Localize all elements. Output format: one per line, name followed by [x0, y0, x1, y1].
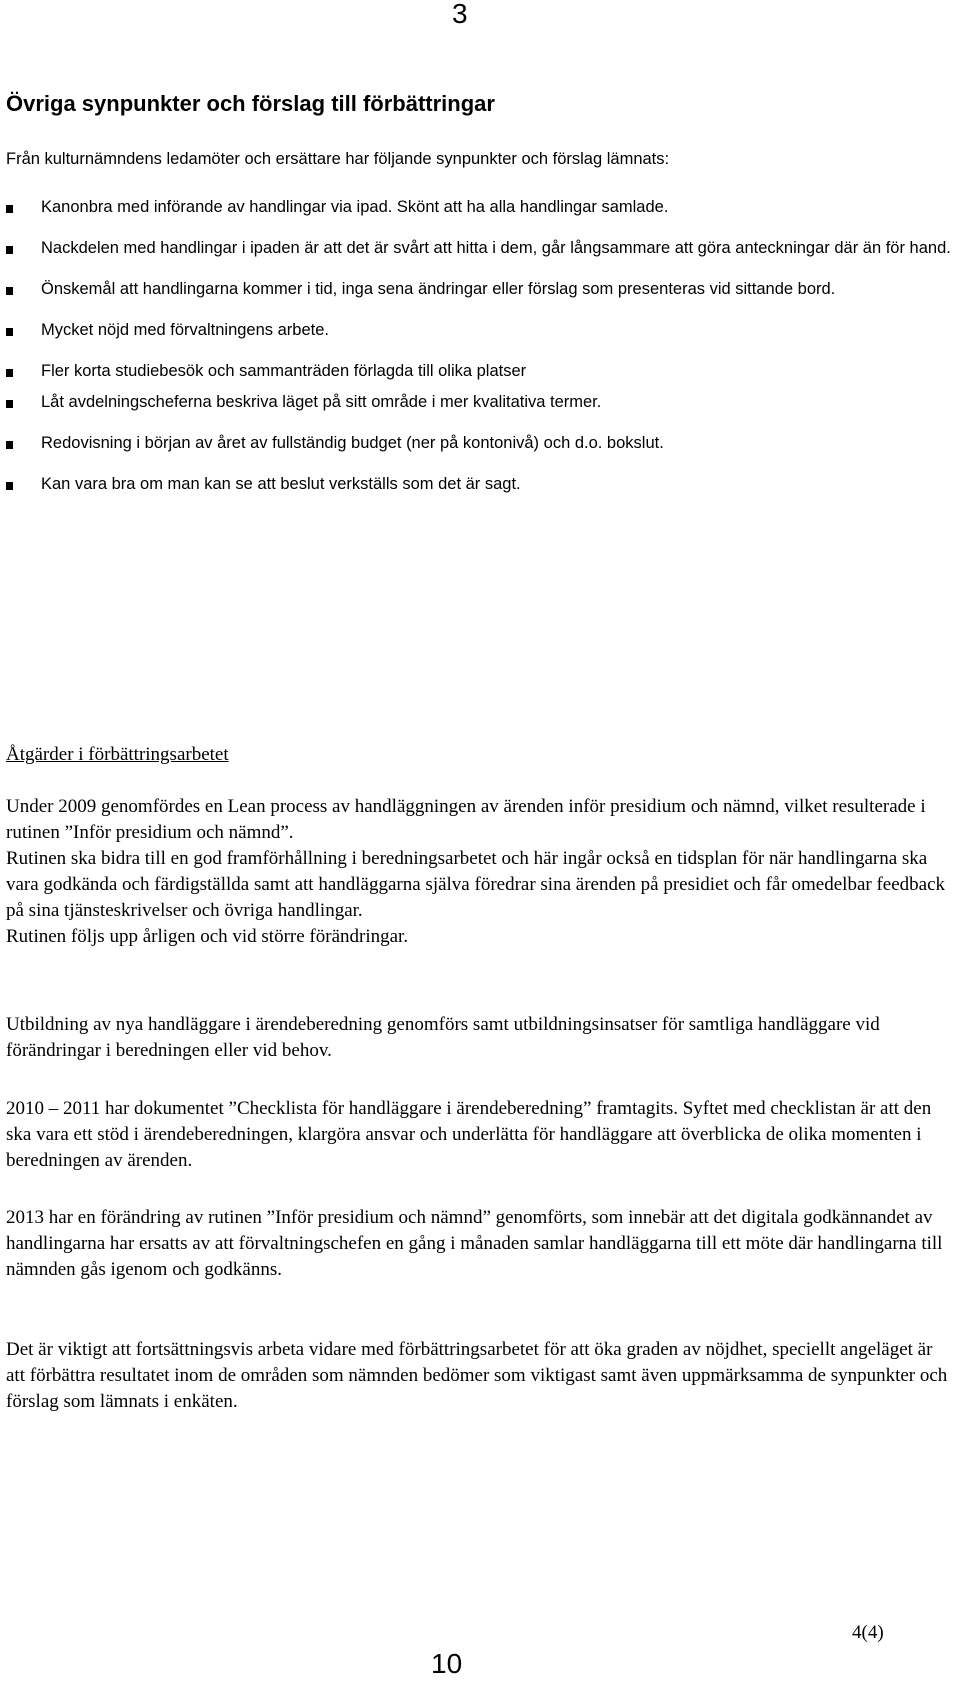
- square-bullet-icon: [6, 441, 13, 449]
- page-number-top: 3: [452, 0, 468, 29]
- square-bullet-icon: [6, 287, 13, 295]
- intro-text: Från kulturnämndens ledamöter och ersättare har följande synpunkter och förslag lämnats:: [6, 150, 670, 168]
- list-item: [6, 473, 956, 496]
- section-heading: Åtgärder i förbättringsarbetet: [6, 744, 229, 765]
- paragraph-continued-work: Det är viktigt att fortsättningsvis arbeta vidare med förbättringsarbetet för att öka graden av nöjdhet, speciellt angeläget är att förbättra resultatet inom de områden som nämnden bedömer som viktigast samt även uppmärksamma de synpunkter och förslag som lämnats i enkäten.: [6, 1339, 948, 1412]
- square-bullet-icon: [6, 328, 13, 336]
- bullet-text: Redovisning i början av året av fullständig budget (ner på kontonivå) och d.o. bokslut.: [41, 434, 664, 452]
- page-count: 4(4): [852, 1622, 884, 1643]
- square-bullet-icon: [6, 205, 13, 213]
- list-item: [6, 391, 956, 414]
- bullet-text: Fler korta studiebesök och sammanträden förlagda till olika platser: [41, 362, 527, 380]
- paragraph-routine-goal: Rutinen ska bidra till en god framförhållning i beredningsarbetet och här ingår också en tidsplan för när handlingarna ska vara godkända och färdigställda samt att handläggarna själva föredrar sina ärenden på presidiet och får omedelbar feedback på sina tjänsteskrivelser och övriga handlingar.: [6, 848, 946, 921]
- square-bullet-icon: [6, 482, 13, 490]
- list-item: [6, 432, 956, 455]
- bullet-text: Önskemål att handlingarna kommer i tid, inga sena ändringar eller förslag som presenteras vid sittande bord.: [41, 280, 836, 298]
- list-item: [6, 360, 956, 383]
- paragraph-checklist: 2010 – 2011 har dokumentet ”Checklista för handläggare i ärendeberedning” framtagits. Syftet med checklistan är att den ska vara ett stöd i ärendeberedningen, klargöra ansvar och underlätta för handläggare att överblicka de olika momenten i beredningen av ärenden.: [6, 1098, 932, 1171]
- list-item: [6, 196, 956, 219]
- bullet-text: Kanonbra med införande av handlingar via ipad. Skönt att ha alla handlingar samlade.: [41, 198, 669, 216]
- square-bullet-icon: [6, 369, 13, 377]
- paragraph-group-routine: [6, 794, 954, 950]
- bullet-text: Nackdelen med handlingar i ipaden är att det är svårt att hitta i dem, går långsammare att göra anteckningar där än för hand.: [41, 239, 951, 257]
- bullet-text: Kan vara bra om man kan se att beslut verkställs som det är sagt.: [41, 475, 521, 493]
- list-item: [6, 319, 956, 342]
- paragraph-lean-process: Under 2009 genomfördes en Lean process av handläggningen av ärenden inför presidium och nämnd, vilket resulterade i rutinen ”Inför presidium och nämnd”.: [6, 796, 926, 843]
- paragraph-follow-up: Rutinen följs upp årligen och vid större förändringar.: [6, 926, 409, 947]
- paragraph-routine-change: 2013 har en förändring av rutinen ”Inför presidium och nämnd” genomförts, som innebär att det digitala godkännandet av handlingarna har ersatts av att förvaltningschefen en gång i månaden samlar handläggarna till ett möte där handlingarna till nämnden gås igenom och godkänns.: [6, 1207, 943, 1280]
- bullet-list: [6, 196, 956, 514]
- square-bullet-icon: [6, 400, 13, 408]
- square-bullet-icon: [6, 246, 13, 254]
- main-heading: Övriga synpunkter och förslag till förbättringar: [6, 91, 495, 116]
- bullet-text: Låt avdelningscheferna beskriva läget på sitt område i mer kvalitativa termer.: [41, 393, 602, 411]
- page-number-bottom: 10: [431, 1648, 463, 1679]
- bullet-text: Mycket nöjd med förvaltningens arbete.: [41, 321, 329, 339]
- list-item: [6, 278, 956, 301]
- list-item: [6, 237, 956, 260]
- paragraph-training: Utbildning av nya handläggare i ärendeberedning genomförs samt utbildningsinsatser för samtliga handläggare vid förändringar i beredningen eller vid behov.: [6, 1014, 880, 1061]
